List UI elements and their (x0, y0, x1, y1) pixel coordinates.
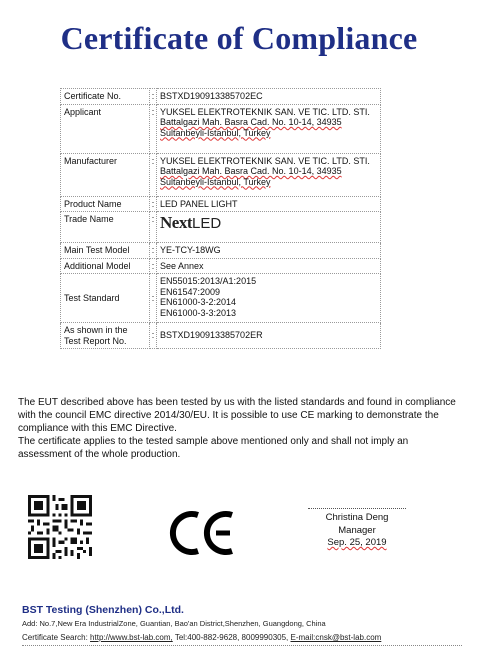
separator: : (150, 258, 157, 274)
value-trade-name (157, 212, 381, 243)
value-applicant (157, 104, 381, 153)
value-certificate-no: BSTXD190913385702EC (157, 89, 381, 105)
signatory-role: Manager (338, 524, 376, 536)
separator: : (150, 212, 157, 243)
separator: : (150, 104, 157, 153)
value-test-report: BSTXD190913385702ER (157, 323, 381, 349)
label-main-test-model: Main Test Model (61, 243, 150, 259)
email-link[interactable]: E-mail:cnsk@bst-lab.com (290, 633, 382, 642)
standard-line: EN61000-3-3:2013 (160, 307, 237, 318)
value-additional-model: See Annex (157, 258, 381, 274)
separator: : (150, 243, 157, 259)
compliance-statement (18, 396, 458, 461)
certificate-info-table (60, 88, 381, 349)
ce-mark-icon (168, 508, 238, 558)
label-additional-model: Additional Model (61, 258, 150, 274)
applicant-line: Battalgazi Mah. Basra Cad. No. 10-14, 34935 (160, 117, 342, 127)
signatory-name: Christina Deng (325, 512, 389, 523)
signature-line (308, 508, 406, 509)
applicant-line: YUKSEL ELEKTROTEKNIK SAN. VE TIC. LTD. STI. (160, 106, 370, 117)
separator: : (150, 153, 157, 196)
certificate-search (22, 633, 381, 642)
label-trade-name: Trade Name (61, 212, 150, 243)
row-test-report (61, 323, 381, 349)
issuer-company: BST Testing (Shenzhen) Co.,Ltd. (22, 604, 184, 616)
value-manufacturer (157, 153, 381, 196)
applicant-line: Sultanbeyli-Istanbul, Turkey (160, 127, 271, 138)
row-manufacturer (61, 153, 381, 196)
telephone: Tel:400-882-9628, 8009990305, (174, 633, 289, 642)
logo-suffix: LED (191, 215, 222, 232)
label-certificate-no: Certificate No. (61, 89, 150, 105)
separator: : (150, 89, 157, 105)
value-test-standard (157, 274, 381, 323)
separator: : (150, 323, 157, 349)
manufacturer-line: Battalgazi Mah. Basra Cad. No. 10-14, 34935 (160, 166, 342, 176)
value-main-test-model: YE-TCY-18WG (157, 243, 381, 259)
statement-paragraph: The EUT described above has been tested by us with the listed standards and found in compliance with the council EMC directive 2014/30/EU. It is possible to use CE marking to demonstrate the compliance with this EMC Directive. (18, 397, 456, 434)
qr-code-icon (28, 495, 92, 559)
standard-line: EN61000-3-2:2014 (160, 297, 237, 307)
label-applicant: Applicant (61, 104, 150, 153)
separator: : (150, 274, 157, 323)
standard-line: EN61547:2009 (160, 286, 221, 297)
row-product-name (61, 196, 381, 212)
logo-prefix: Next (160, 213, 192, 232)
search-label: Certificate Search: (22, 633, 88, 642)
manufacturer-line: Sultanbeyli-Istanbul, Turkey (160, 176, 271, 187)
row-trade-name (61, 212, 381, 243)
nextled-logo (160, 213, 222, 232)
report-label-line: As shown in the (64, 325, 128, 335)
footer-divider (22, 645, 462, 646)
signature-block (308, 508, 406, 550)
standard-line: EN55015:2013/A1:2015 (160, 276, 257, 286)
report-label-line: Test Report No. (64, 335, 127, 346)
statement-paragraph: The certificate applies to the tested sample above mentioned only and shall not imply an assessment of the whole production. (18, 436, 409, 460)
row-applicant (61, 104, 381, 153)
row-certificate-no (61, 89, 381, 105)
separator: : (150, 196, 157, 212)
manufacturer-line: YUKSEL ELEKTROTEKNIK SAN. VE TIC. LTD. STI. (160, 155, 370, 166)
issuer-address: Add: No.7,New Era IndustrialZone, Guantian, Bao'an District,Shenzhen, Guangdong, China (22, 619, 326, 628)
search-link[interactable]: http://www.bst-lab.com, (90, 633, 173, 642)
row-main-test-model (61, 243, 381, 259)
row-additional-model (61, 258, 381, 274)
label-test-standard: Test Standard (61, 274, 150, 323)
row-test-standard (61, 274, 381, 323)
value-product-name: LED PANEL LIGHT (157, 196, 381, 212)
certificate-title: Certificate of Compliance (60, 20, 418, 56)
signature-date: Sep. 25, 2019 (327, 537, 387, 548)
label-manufacturer: Manufacturer (61, 153, 150, 196)
label-product-name: Product Name (61, 196, 150, 212)
label-test-report (61, 323, 150, 349)
